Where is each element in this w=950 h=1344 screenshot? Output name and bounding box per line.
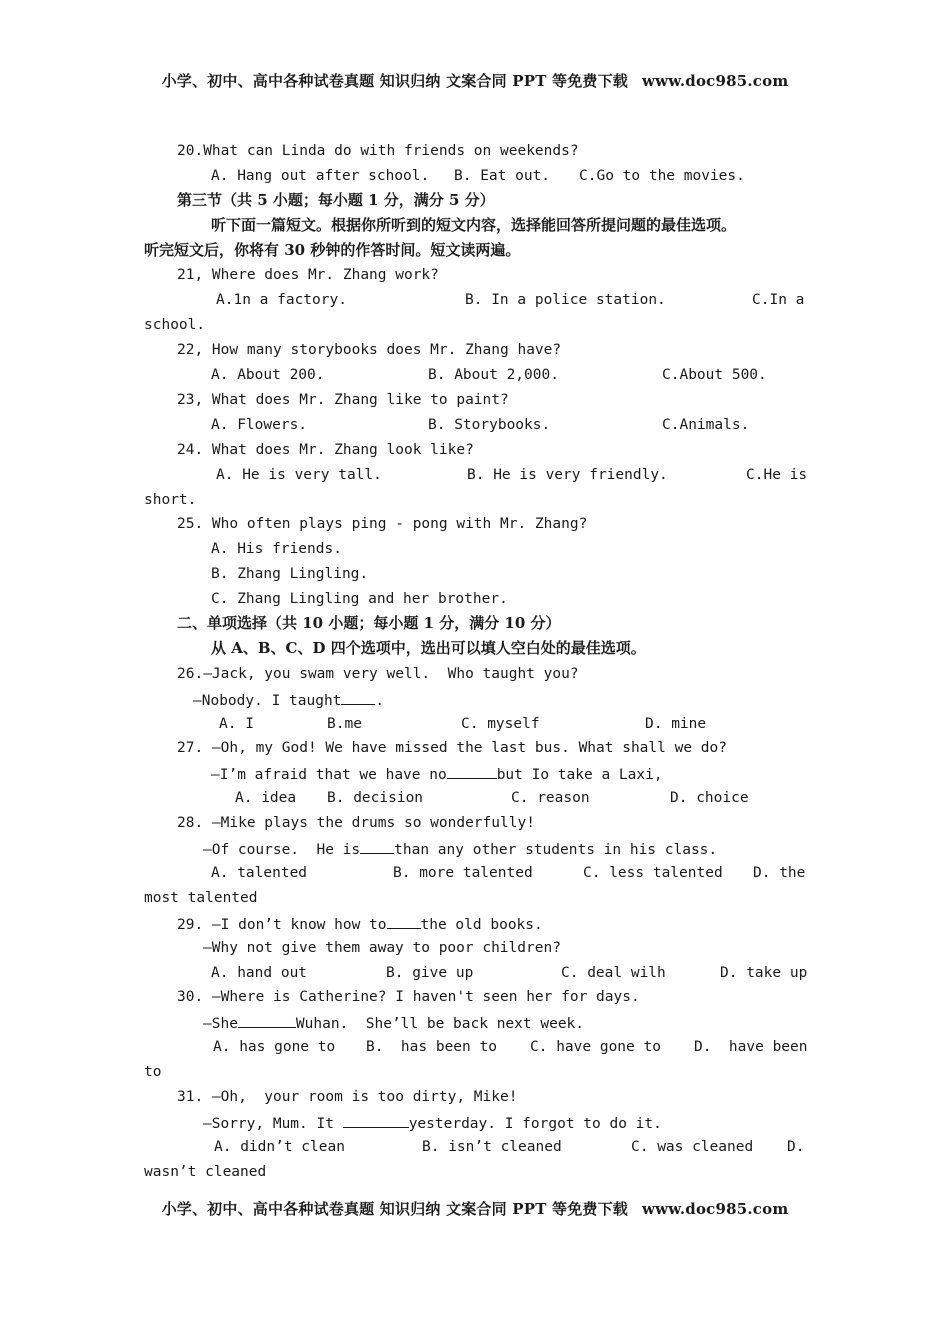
- q28-line-1: 28. —Mike plays the drums so wonderfully!: [177, 815, 535, 831]
- q29-line-1: [177, 916, 543, 933]
- q31-line-2: [203, 1115, 662, 1132]
- part2-title: 二、单项选择（共 10 小题；每小题 1 分，满分 10 分）: [177, 614, 561, 632]
- section3-instruction-2: 听完短文后，你将有 30 秒钟的作答时间。短文读两遍。: [144, 241, 521, 259]
- part2-instruction: 从 A、B、C、D 四个选项中，选出可以填人空白处的最佳选项。: [211, 639, 646, 657]
- q26-line-2b: .: [375, 693, 385, 709]
- q21-option-a: A.1n a factory.: [216, 292, 347, 308]
- q31-line-1: 31. —Oh, your room is too dirty, Mike!: [177, 1089, 518, 1105]
- q30-line-2: [203, 1015, 584, 1032]
- q29-line-1a: 29. —I don’t know how to: [177, 917, 387, 933]
- q27-option-c: C. reason: [511, 790, 590, 806]
- q30-blank: [238, 1015, 296, 1028]
- section3-instruction-1: 听下面一篇短文。根据你所听到的短文内容，选择能回答所提问题的最佳选项。: [211, 216, 737, 234]
- q21-option-c-cont: school.: [144, 317, 206, 333]
- q23-option-c: C.Animals.: [662, 417, 750, 433]
- q22-option-a: A. About 200.: [211, 367, 325, 383]
- q27-option-b: B. decision: [327, 790, 424, 806]
- q27-option-d: D. choice: [670, 790, 749, 806]
- q28-blank: [360, 841, 394, 854]
- q31-line-2a: —Sorry, Mum. It: [203, 1116, 343, 1132]
- q21-option-c: C.In a: [752, 292, 805, 308]
- q30-option-d-cont: to: [144, 1064, 162, 1080]
- q28-option-b: B. more talented: [393, 865, 533, 881]
- q26-option-c: C. myself: [461, 716, 540, 732]
- footer-url: www.doc985.com: [642, 1200, 789, 1218]
- q30-line-2b: Wuhan. She’ll be back next week.: [295, 1016, 585, 1032]
- q28-option-d-cont: most talented: [144, 890, 258, 906]
- q29-line-2: —Why not give them away to poor children?: [203, 940, 561, 956]
- footer-text: 小学、初中、高中各种试卷真题 知识归纳 文案合同 PPT 等免费下载: [161, 1200, 628, 1218]
- q26-line-1: 26.—Jack, you swam very well. Who taught you?: [177, 666, 579, 682]
- q24-option-b: B. He is very friendly.: [467, 467, 668, 483]
- q29-option-b: B. give up: [386, 965, 474, 981]
- q29-blank: [387, 916, 421, 929]
- q30-line-2a: —She: [203, 1016, 238, 1032]
- q31-option-d-cont: wasn’t cleaned: [144, 1164, 267, 1180]
- q24-option-c: C.He is: [746, 467, 808, 483]
- q31-option-c: C. was cleaned: [631, 1139, 754, 1155]
- q24-option-c-cont: short.: [144, 492, 197, 508]
- q31-line-2b: yesterday. I forgot to do it.: [408, 1116, 662, 1132]
- q26-blank: [341, 692, 375, 705]
- q27-line-2a: —I’m afraid that we have no: [211, 767, 447, 783]
- q28-line-2b: than any other students in his class.: [394, 842, 718, 858]
- header-url: www.doc985.com: [642, 72, 789, 90]
- header-text: 小学、初中、高中各种试卷真题 知识归纳 文案合同 PPT 等免费下载: [161, 72, 628, 90]
- q26-option-b: B.me: [327, 716, 362, 732]
- q27-line-2b: but Io take a Laxi,: [496, 767, 663, 783]
- q23-stem: 23, What does Mr. Zhang like to paint?: [177, 392, 509, 408]
- q27-line-2: [211, 766, 663, 783]
- q27-blank: [447, 766, 497, 779]
- page-footer: [0, 1198, 950, 1219]
- q30-option-c: C. have gone to: [530, 1039, 661, 1055]
- q20-stem: 20.What can Linda do with friends on weekends?: [177, 143, 579, 159]
- q20-option-a: A. Hang out after school.: [211, 168, 430, 184]
- page-header: [0, 70, 950, 91]
- q26-option-a: A. I: [219, 716, 254, 732]
- q30-line-1: 30. —Where is Catherine? I haven't seen her for days.: [177, 989, 640, 1005]
- q20-option-c: C.Go to the movies.: [579, 168, 745, 184]
- q22-option-b: B. About 2,000.: [428, 367, 559, 383]
- q21-option-b: B. In a police station.: [465, 292, 666, 308]
- q22-stem: 22, How many storybooks does Mr. Zhang have?: [177, 342, 562, 358]
- q30-option-b: B. has been to: [366, 1039, 497, 1055]
- q30-option-a: A. has gone to: [213, 1039, 336, 1055]
- q28-line-2a: —Of course. He is: [203, 842, 361, 858]
- q23-option-b: B. Storybooks.: [428, 417, 551, 433]
- q25-option-c: C. Zhang Lingling and her brother.: [211, 591, 508, 607]
- q23-option-a: A. Flowers.: [211, 417, 308, 433]
- q28-option-d: D. the: [753, 865, 806, 881]
- q26-line-2: [193, 692, 384, 709]
- section3-title: 第三节（共 5 小题；每小题 1 分，满分 5 分）: [177, 191, 495, 209]
- q31-blank: [343, 1115, 409, 1128]
- q31-option-d: D.: [787, 1139, 805, 1155]
- q21-stem: 21, Where does Mr. Zhang work?: [177, 267, 439, 283]
- q28-option-c: C. less talented: [583, 865, 723, 881]
- q22-option-c: C.About 500.: [662, 367, 767, 383]
- q27-option-a: A. idea: [235, 790, 297, 806]
- q25-stem: 25. Who often plays ping - pong with Mr. Zhang?: [177, 516, 588, 532]
- q30-option-d: D. have been: [694, 1039, 808, 1055]
- q31-option-a: A. didn’t clean: [214, 1139, 345, 1155]
- q26-option-d: D. mine: [645, 716, 707, 732]
- q28-line-2: [203, 841, 717, 858]
- q29-option-a: A. hand out: [211, 965, 308, 981]
- q24-stem: 24. What does Mr. Zhang look like?: [177, 442, 474, 458]
- q24-option-a: A. He is very tall.: [216, 467, 382, 483]
- q29-option-c: C. deal wilh: [561, 965, 666, 981]
- q25-option-b: B. Zhang Lingling.: [211, 566, 369, 582]
- q28-option-a: A. talented: [211, 865, 308, 881]
- q26-line-2a: —Nobody. I taught: [193, 693, 342, 709]
- q20-option-b: B. Eat out.: [454, 168, 551, 184]
- q27-line-1: 27. —Oh, my God! We have missed the last bus. What shall we do?: [177, 740, 727, 756]
- q29-line-1b: the old books.: [420, 917, 543, 933]
- q25-option-a: A. His friends.: [211, 541, 342, 557]
- q31-option-b: B. isn’t cleaned: [422, 1139, 562, 1155]
- q29-option-d: D. take up: [720, 965, 808, 981]
